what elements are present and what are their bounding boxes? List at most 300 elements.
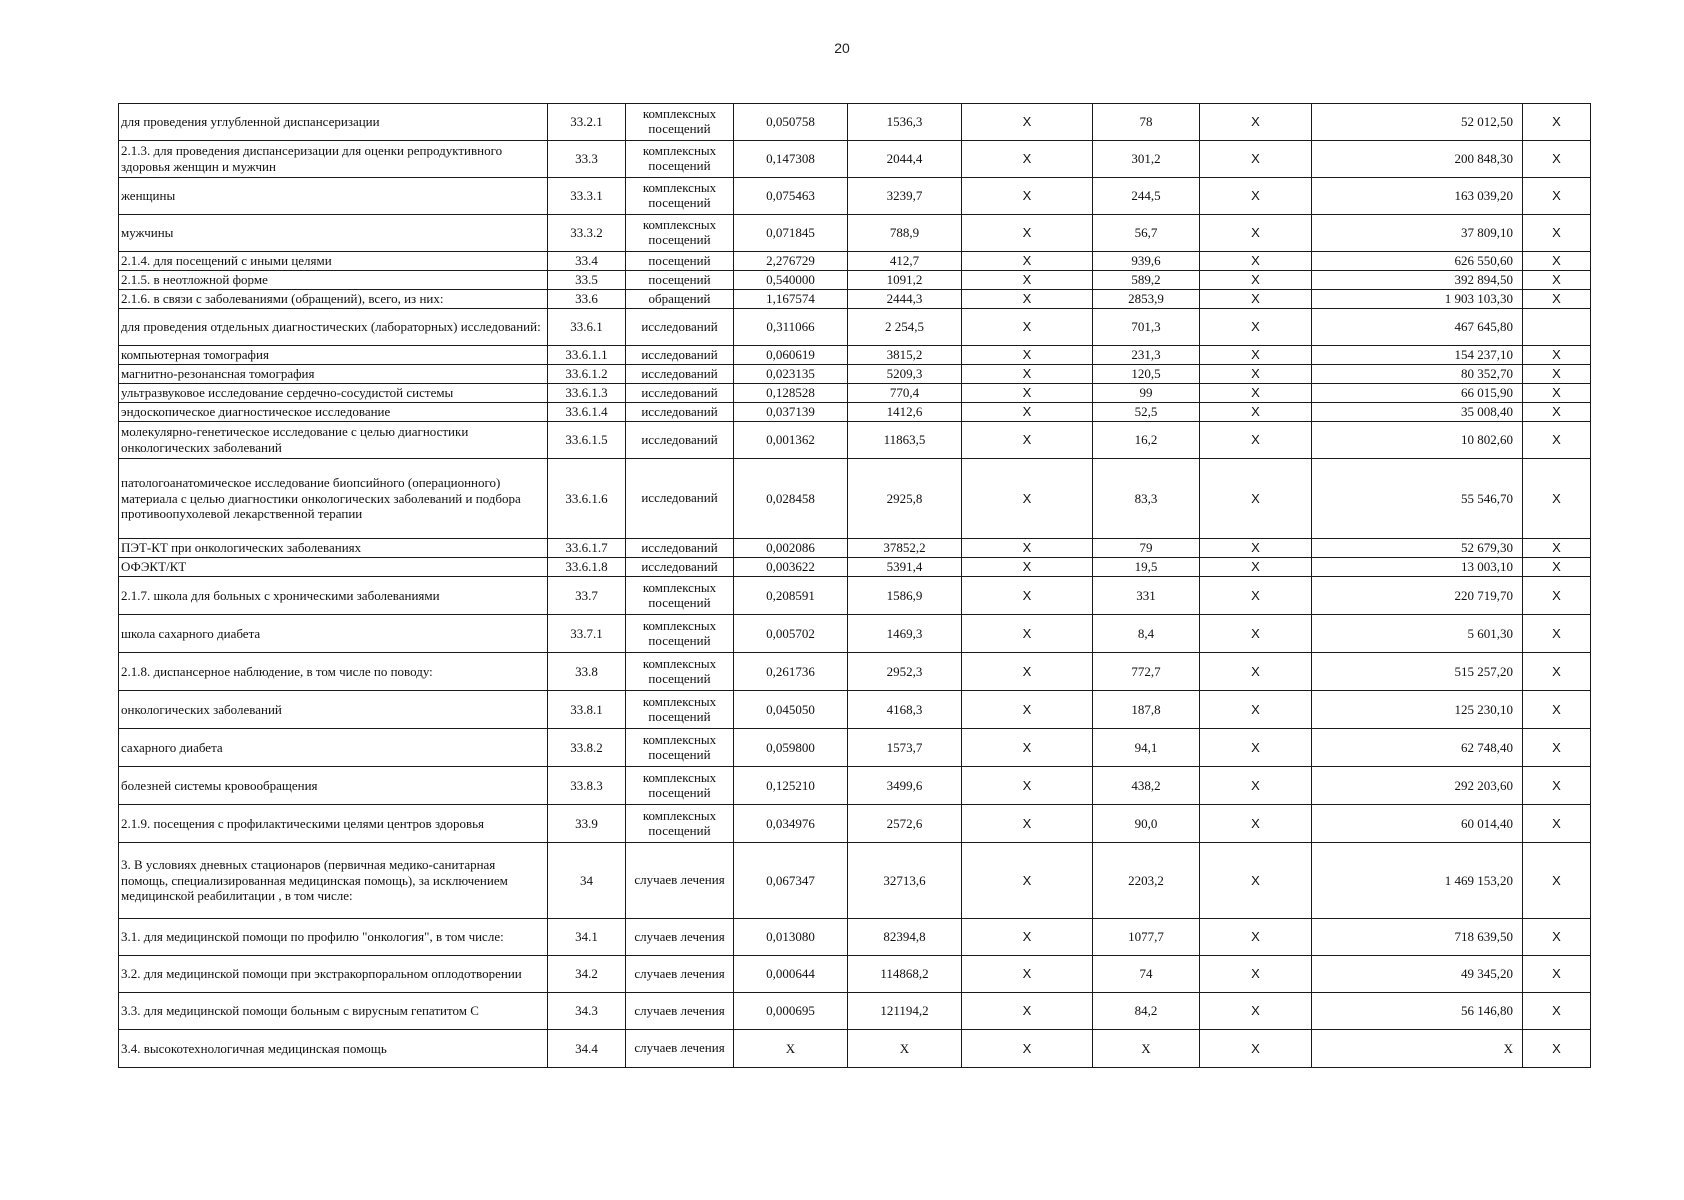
row-amount-cell: 154 237,10 — [1312, 346, 1523, 365]
row-col7-cell: 56,7 — [1093, 215, 1200, 252]
row-col8-cell: X — [1200, 365, 1312, 384]
row-col6-cell: X — [962, 767, 1093, 805]
row-col8-cell: X — [1200, 290, 1312, 309]
row-name-cell: 2.1.3. для проведения диспансеризации для оценки репродуктивного здоровья женщин и мужчин — [119, 141, 548, 178]
row-col10-cell: X — [1523, 558, 1591, 577]
row-cost-cell: 11863,5 — [848, 422, 962, 459]
row-col6-cell: X — [962, 653, 1093, 691]
row-norm-cell: 0,037139 — [734, 403, 848, 422]
table-row — [119, 104, 1591, 141]
row-name-cell: 2.1.6. в связи с заболеваниями (обращений), всего, из них: — [119, 290, 548, 309]
row-unit-cell: комплексных посещений — [626, 104, 734, 141]
row-code-cell: 34.3 — [548, 993, 626, 1030]
row-unit-cell: комплексных посещений — [626, 615, 734, 653]
row-col6-cell: X — [962, 309, 1093, 346]
row-col6-cell: X — [962, 178, 1093, 215]
row-code-cell: 33.8.1 — [548, 691, 626, 729]
row-col7-cell: 84,2 — [1093, 993, 1200, 1030]
row-col6-cell: X — [962, 577, 1093, 615]
row-col6-cell: X — [962, 729, 1093, 767]
row-col7-cell: 79 — [1093, 539, 1200, 558]
row-norm-cell: 0,059800 — [734, 729, 848, 767]
row-norm-cell: 0,208591 — [734, 577, 848, 615]
row-cost-cell: 37852,2 — [848, 539, 962, 558]
row-amount-cell: 56 146,80 — [1312, 993, 1523, 1030]
row-col7-cell: 99 — [1093, 384, 1200, 403]
row-name-cell: школа сахарного диабета — [119, 615, 548, 653]
row-norm-cell: 0,005702 — [734, 615, 848, 653]
row-code-cell: 34 — [548, 843, 626, 919]
row-col6-cell: X — [962, 422, 1093, 459]
row-name-cell: для проведения углубленной диспансеризации — [119, 104, 548, 141]
row-name-cell: молекулярно-генетическое исследование с целью диагностики онкологических заболеваний — [119, 422, 548, 459]
row-col8-cell: X — [1200, 271, 1312, 290]
row-name-cell: 3. В условиях дневных стационаров (первичная медико-санитарная помощь, специализированная медицинская помощь), за исключением медицинской реабилитации , в том числе: — [119, 843, 548, 919]
row-norm-cell: 0,540000 — [734, 271, 848, 290]
row-name-cell: онкологических заболеваний — [119, 691, 548, 729]
row-amount-cell: 163 039,20 — [1312, 178, 1523, 215]
row-amount-cell: 1 903 103,30 — [1312, 290, 1523, 309]
row-col6-cell: X — [962, 691, 1093, 729]
table-row — [119, 653, 1591, 691]
row-unit-cell: комплексных посещений — [626, 178, 734, 215]
row-col6-cell: X — [962, 290, 1093, 309]
row-col7-cell: 438,2 — [1093, 767, 1200, 805]
row-cost-cell: 114868,2 — [848, 956, 962, 993]
row-code-cell: 33.5 — [548, 271, 626, 290]
row-col7-cell: 74 — [1093, 956, 1200, 993]
row-code-cell: 34.4 — [548, 1030, 626, 1068]
row-code-cell: 33.8 — [548, 653, 626, 691]
row-col10-cell: X — [1523, 577, 1591, 615]
row-col6-cell: X — [962, 215, 1093, 252]
row-code-cell: 33.8.3 — [548, 767, 626, 805]
row-col6-cell: X — [962, 615, 1093, 653]
row-col7-cell: 939,6 — [1093, 252, 1200, 271]
row-cost-cell: 770,4 — [848, 384, 962, 403]
row-col6-cell: X — [962, 252, 1093, 271]
row-name-cell: эндоскопическое диагностическое исследование — [119, 403, 548, 422]
row-col7-cell: 231,3 — [1093, 346, 1200, 365]
row-col8-cell: X — [1200, 919, 1312, 956]
row-code-cell: 33.6.1.2 — [548, 365, 626, 384]
row-name-cell: 2.1.9. посещения с профилактическими целями центров здоровья — [119, 805, 548, 843]
row-name-cell: 2.1.5. в неотложной форме — [119, 271, 548, 290]
row-code-cell: 33.4 — [548, 252, 626, 271]
row-col10-cell: X — [1523, 365, 1591, 384]
row-col8-cell: X — [1200, 346, 1312, 365]
row-amount-cell: 10 802,60 — [1312, 422, 1523, 459]
table-row — [119, 919, 1591, 956]
row-col10-cell: X — [1523, 403, 1591, 422]
row-col10-cell — [1523, 309, 1591, 346]
row-name-cell: ОФЭКТ/КТ — [119, 558, 548, 577]
row-amount-cell: 5 601,30 — [1312, 615, 1523, 653]
row-code-cell: 33.2.1 — [548, 104, 626, 141]
row-col7-cell: 16,2 — [1093, 422, 1200, 459]
row-cost-cell: 1469,3 — [848, 615, 962, 653]
row-name-cell: 3.1. для медицинской помощи по профилю "онкология", в том числе: — [119, 919, 548, 956]
row-col8-cell: X — [1200, 1030, 1312, 1068]
row-amount-cell: 52 012,50 — [1312, 104, 1523, 141]
row-col7-cell: 19,5 — [1093, 558, 1200, 577]
row-col10-cell: X — [1523, 843, 1591, 919]
row-col7-cell: 2203,2 — [1093, 843, 1200, 919]
budget-table — [118, 103, 1591, 1068]
row-code-cell: 33.9 — [548, 805, 626, 843]
table-row — [119, 459, 1591, 539]
row-norm-cell: 0,013080 — [734, 919, 848, 956]
row-col8-cell: X — [1200, 767, 1312, 805]
table-row — [119, 767, 1591, 805]
row-name-cell: сахарного диабета — [119, 729, 548, 767]
row-code-cell: 33.8.2 — [548, 729, 626, 767]
row-code-cell: 33.3 — [548, 141, 626, 178]
row-col6-cell: X — [962, 104, 1093, 141]
row-col10-cell: X — [1523, 691, 1591, 729]
row-col8-cell: X — [1200, 403, 1312, 422]
row-amount-cell: 80 352,70 — [1312, 365, 1523, 384]
row-col10-cell: X — [1523, 539, 1591, 558]
row-amount-cell: 66 015,90 — [1312, 384, 1523, 403]
row-name-cell: для проведения отдельных диагностических (лабораторных) исследований: — [119, 309, 548, 346]
row-unit-cell: случаев лечения — [626, 1030, 734, 1068]
row-unit-cell: комплексных посещений — [626, 653, 734, 691]
row-code-cell: 34.2 — [548, 956, 626, 993]
row-col8-cell: X — [1200, 691, 1312, 729]
row-amount-cell: 35 008,40 — [1312, 403, 1523, 422]
row-cost-cell: 4168,3 — [848, 691, 962, 729]
row-code-cell: 34.1 — [548, 919, 626, 956]
row-name-cell: 2.1.4. для посещений с иными целями — [119, 252, 548, 271]
table-row — [119, 141, 1591, 178]
table-row — [119, 843, 1591, 919]
row-unit-cell: исследований — [626, 403, 734, 422]
row-col8-cell: X — [1200, 729, 1312, 767]
row-norm-cell: 0,028458 — [734, 459, 848, 539]
row-cost-cell: 1536,3 — [848, 104, 962, 141]
row-col10-cell: X — [1523, 290, 1591, 309]
row-norm-cell: 0,034976 — [734, 805, 848, 843]
row-norm-cell: 0,311066 — [734, 309, 848, 346]
row-code-cell: 33.6.1.4 — [548, 403, 626, 422]
row-col8-cell: X — [1200, 422, 1312, 459]
row-col7-cell: 90,0 — [1093, 805, 1200, 843]
row-cost-cell: 2044,4 — [848, 141, 962, 178]
row-unit-cell: комплексных посещений — [626, 141, 734, 178]
row-code-cell: 33.6.1.7 — [548, 539, 626, 558]
row-name-cell: магнитно-резонансная томография — [119, 365, 548, 384]
row-cost-cell: 788,9 — [848, 215, 962, 252]
row-unit-cell: исследований — [626, 309, 734, 346]
row-unit-cell: комплексных посещений — [626, 767, 734, 805]
row-unit-cell: исследований — [626, 346, 734, 365]
row-norm-cell: 0,023135 — [734, 365, 848, 384]
table-row — [119, 558, 1591, 577]
table-row — [119, 577, 1591, 615]
table-row — [119, 384, 1591, 403]
row-cost-cell: 3499,6 — [848, 767, 962, 805]
row-col6-cell: X — [962, 384, 1093, 403]
row-col10-cell: X — [1523, 459, 1591, 539]
row-col10-cell: X — [1523, 615, 1591, 653]
row-code-cell: 33.7 — [548, 577, 626, 615]
row-col8-cell: X — [1200, 558, 1312, 577]
row-amount-cell: 37 809,10 — [1312, 215, 1523, 252]
row-norm-cell: 2,276729 — [734, 252, 848, 271]
row-code-cell: 33.6.1.6 — [548, 459, 626, 539]
row-col10-cell: X — [1523, 346, 1591, 365]
table-row — [119, 215, 1591, 252]
page-number: 20 — [834, 40, 850, 56]
row-col8-cell: X — [1200, 539, 1312, 558]
row-col10-cell: X — [1523, 767, 1591, 805]
row-col6-cell: X — [962, 558, 1093, 577]
row-col10-cell: X — [1523, 729, 1591, 767]
row-col6-cell: X — [962, 459, 1093, 539]
row-cost-cell: 1412,6 — [848, 403, 962, 422]
table-row — [119, 178, 1591, 215]
row-code-cell: 33.6 — [548, 290, 626, 309]
row-col8-cell: X — [1200, 178, 1312, 215]
row-cost-cell: 5391,4 — [848, 558, 962, 577]
table-row — [119, 615, 1591, 653]
row-col10-cell: X — [1523, 956, 1591, 993]
row-cost-cell: 3239,7 — [848, 178, 962, 215]
row-name-cell: мужчины — [119, 215, 548, 252]
row-col8-cell: X — [1200, 843, 1312, 919]
row-col7-cell: 589,2 — [1093, 271, 1200, 290]
row-cost-cell: 1573,7 — [848, 729, 962, 767]
row-col6-cell: X — [962, 271, 1093, 290]
row-norm-cell: 0,045050 — [734, 691, 848, 729]
row-name-cell: 2.1.7. школа для больных с хроническими заболеваниями — [119, 577, 548, 615]
row-amount-cell: 392 894,50 — [1312, 271, 1523, 290]
table-row — [119, 691, 1591, 729]
row-unit-cell: случаев лечения — [626, 843, 734, 919]
row-col7-cell: 8,4 — [1093, 615, 1200, 653]
row-col7-cell: 52,5 — [1093, 403, 1200, 422]
row-code-cell: 33.6.1 — [548, 309, 626, 346]
table-row — [119, 1030, 1591, 1068]
row-norm-cell: 0,071845 — [734, 215, 848, 252]
table-row — [119, 805, 1591, 843]
row-norm-cell: 0,125210 — [734, 767, 848, 805]
row-amount-cell: 626 550,60 — [1312, 252, 1523, 271]
row-col6-cell: X — [962, 365, 1093, 384]
row-unit-cell: комплексных посещений — [626, 215, 734, 252]
row-cost-cell: 2444,3 — [848, 290, 962, 309]
row-cost-cell: 1091,2 — [848, 271, 962, 290]
row-col8-cell: X — [1200, 309, 1312, 346]
table-row — [119, 539, 1591, 558]
row-unit-cell: исследований — [626, 558, 734, 577]
row-unit-cell: исследований — [626, 365, 734, 384]
row-unit-cell: посещений — [626, 271, 734, 290]
row-col7-cell: 701,3 — [1093, 309, 1200, 346]
table-row — [119, 422, 1591, 459]
row-col7-cell: 2853,9 — [1093, 290, 1200, 309]
row-unit-cell: случаев лечения — [626, 993, 734, 1030]
row-col6-cell: X — [962, 403, 1093, 422]
row-norm-cell: 0,060619 — [734, 346, 848, 365]
row-name-cell: 3.3. для медицинской помощи больным с вирусным гепатитом С — [119, 993, 548, 1030]
row-col6-cell: X — [962, 141, 1093, 178]
table-row — [119, 309, 1591, 346]
row-col10-cell: X — [1523, 1030, 1591, 1068]
row-col8-cell: X — [1200, 956, 1312, 993]
row-col10-cell: X — [1523, 104, 1591, 141]
row-name-cell: патологоанатомическое исследование биопсийного (операционного) материала с целью диагностики онкологических заболеваний и подбора противоопухолевой лекарственной терапии — [119, 459, 548, 539]
row-cost-cell: 1586,9 — [848, 577, 962, 615]
row-col7-cell: 244,5 — [1093, 178, 1200, 215]
row-norm-cell: 0,002086 — [734, 539, 848, 558]
table-row — [119, 290, 1591, 309]
row-unit-cell: исследований — [626, 539, 734, 558]
row-col7-cell: 772,7 — [1093, 653, 1200, 691]
row-col10-cell: X — [1523, 141, 1591, 178]
row-unit-cell: исследований — [626, 459, 734, 539]
row-norm-cell: 0,075463 — [734, 178, 848, 215]
row-amount-cell: 62 748,40 — [1312, 729, 1523, 767]
row-col10-cell: X — [1523, 271, 1591, 290]
table-row — [119, 252, 1591, 271]
row-norm-cell: 1,167574 — [734, 290, 848, 309]
table-row — [119, 956, 1591, 993]
row-col6-cell: X — [962, 956, 1093, 993]
row-col10-cell: X — [1523, 653, 1591, 691]
row-code-cell: 33.6.1.1 — [548, 346, 626, 365]
row-name-cell: 3.4. высокотехнологичная медицинская помощь — [119, 1030, 548, 1068]
row-code-cell: 33.3.2 — [548, 215, 626, 252]
row-col10-cell: X — [1523, 252, 1591, 271]
row-col8-cell: X — [1200, 577, 1312, 615]
row-name-cell: 2.1.8. диспансерное наблюдение, в том числе по поводу: — [119, 653, 548, 691]
table-row — [119, 403, 1591, 422]
row-cost-cell: 412,7 — [848, 252, 962, 271]
row-amount-cell: 718 639,50 — [1312, 919, 1523, 956]
row-col10-cell: X — [1523, 178, 1591, 215]
row-col7-cell: 78 — [1093, 104, 1200, 141]
row-cost-cell: 2952,3 — [848, 653, 962, 691]
row-norm-cell: X — [734, 1030, 848, 1068]
row-norm-cell: 0,003622 — [734, 558, 848, 577]
row-col6-cell: X — [962, 539, 1093, 558]
row-norm-cell: 0,000695 — [734, 993, 848, 1030]
row-amount-cell: 220 719,70 — [1312, 577, 1523, 615]
row-amount-cell: 1 469 153,20 — [1312, 843, 1523, 919]
row-unit-cell: исследований — [626, 384, 734, 403]
table-body — [119, 104, 1591, 1068]
row-cost-cell: 32713,6 — [848, 843, 962, 919]
row-code-cell: 33.3.1 — [548, 178, 626, 215]
table-row — [119, 993, 1591, 1030]
row-col6-cell: X — [962, 805, 1093, 843]
row-col8-cell: X — [1200, 215, 1312, 252]
row-cost-cell: 3815,2 — [848, 346, 962, 365]
row-name-cell: ПЭТ-КТ при онкологических заболеваниях — [119, 539, 548, 558]
row-col7-cell: 94,1 — [1093, 729, 1200, 767]
row-cost-cell: 2925,8 — [848, 459, 962, 539]
row-col8-cell: X — [1200, 993, 1312, 1030]
row-amount-cell: 13 003,10 — [1312, 558, 1523, 577]
row-col8-cell: X — [1200, 384, 1312, 403]
row-amount-cell: 49 345,20 — [1312, 956, 1523, 993]
row-norm-cell: 0,261736 — [734, 653, 848, 691]
row-amount-cell: 60 014,40 — [1312, 805, 1523, 843]
row-col7-cell: X — [1093, 1030, 1200, 1068]
row-name-cell: женщины — [119, 178, 548, 215]
row-col8-cell: X — [1200, 459, 1312, 539]
row-unit-cell: посещений — [626, 252, 734, 271]
row-unit-cell: исследований — [626, 422, 734, 459]
row-amount-cell: 55 546,70 — [1312, 459, 1523, 539]
row-col6-cell: X — [962, 919, 1093, 956]
row-amount-cell: 467 645,80 — [1312, 309, 1523, 346]
row-col8-cell: X — [1200, 252, 1312, 271]
row-col6-cell: X — [962, 843, 1093, 919]
row-col6-cell: X — [962, 993, 1093, 1030]
row-amount-cell: 200 848,30 — [1312, 141, 1523, 178]
row-col7-cell: 1077,7 — [1093, 919, 1200, 956]
row-amount-cell: 292 203,60 — [1312, 767, 1523, 805]
row-col7-cell: 83,3 — [1093, 459, 1200, 539]
row-amount-cell: 125 230,10 — [1312, 691, 1523, 729]
row-col10-cell: X — [1523, 422, 1591, 459]
row-unit-cell: обращений — [626, 290, 734, 309]
row-col6-cell: X — [962, 346, 1093, 365]
row-norm-cell: 0,000644 — [734, 956, 848, 993]
row-cost-cell: 82394,8 — [848, 919, 962, 956]
row-col10-cell: X — [1523, 384, 1591, 403]
row-code-cell: 33.6.1.3 — [548, 384, 626, 403]
table-row — [119, 271, 1591, 290]
row-cost-cell: 2572,6 — [848, 805, 962, 843]
row-code-cell: 33.6.1.8 — [548, 558, 626, 577]
row-name-cell: болезней системы кровообращения — [119, 767, 548, 805]
row-col10-cell: X — [1523, 215, 1591, 252]
row-unit-cell: случаев лечения — [626, 919, 734, 956]
row-col8-cell: X — [1200, 141, 1312, 178]
row-col8-cell: X — [1200, 653, 1312, 691]
row-name-cell: ультразвуковое исследование сердечно-сосудистой системы — [119, 384, 548, 403]
table-row — [119, 365, 1591, 384]
row-norm-cell: 0,147308 — [734, 141, 848, 178]
row-norm-cell: 0,128528 — [734, 384, 848, 403]
row-code-cell: 33.7.1 — [548, 615, 626, 653]
row-cost-cell: X — [848, 1030, 962, 1068]
row-col10-cell: X — [1523, 805, 1591, 843]
row-col7-cell: 331 — [1093, 577, 1200, 615]
row-cost-cell: 2 254,5 — [848, 309, 962, 346]
row-name-cell: компьютерная томография — [119, 346, 548, 365]
row-norm-cell: 0,050758 — [734, 104, 848, 141]
row-col6-cell: X — [962, 1030, 1093, 1068]
row-col7-cell: 301,2 — [1093, 141, 1200, 178]
row-cost-cell: 5209,3 — [848, 365, 962, 384]
row-col8-cell: X — [1200, 615, 1312, 653]
row-code-cell: 33.6.1.5 — [548, 422, 626, 459]
row-norm-cell: 0,001362 — [734, 422, 848, 459]
row-unit-cell: комплексных посещений — [626, 729, 734, 767]
row-col8-cell: X — [1200, 805, 1312, 843]
row-name-cell: 3.2. для медицинской помощи при экстракорпоральном оплодотворении — [119, 956, 548, 993]
table-row — [119, 729, 1591, 767]
row-col10-cell: X — [1523, 993, 1591, 1030]
row-col7-cell: 120,5 — [1093, 365, 1200, 384]
row-amount-cell: 515 257,20 — [1312, 653, 1523, 691]
table-row — [119, 346, 1591, 365]
